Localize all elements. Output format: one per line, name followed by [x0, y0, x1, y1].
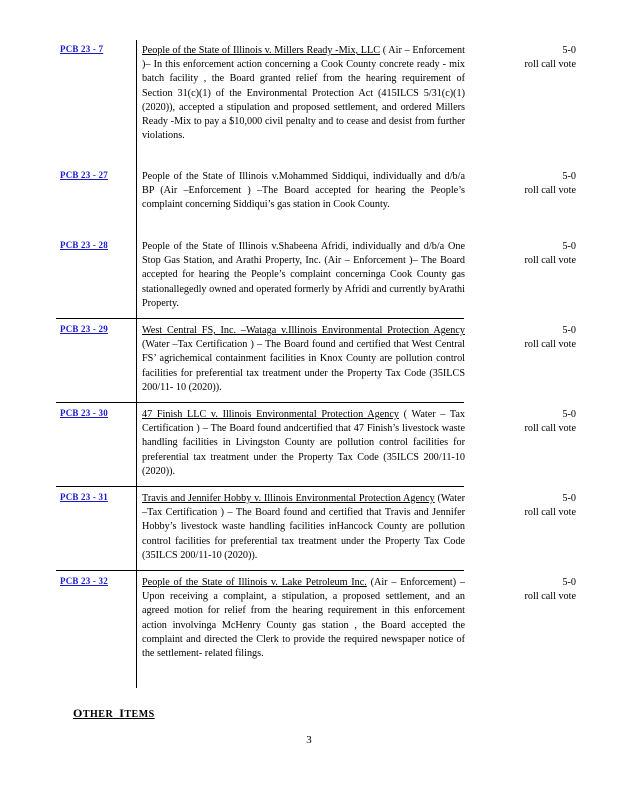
- case-number-link[interactable]: PCB 23 - 30: [60, 408, 108, 418]
- case-number-link[interactable]: PCB 23 - 28: [60, 240, 108, 250]
- vote-result: [488, 576, 576, 604]
- case-number-link[interactable]: PCB 23 - 31: [60, 492, 108, 502]
- entry-summary: [142, 576, 465, 661]
- entry-divider: [56, 570, 464, 571]
- case-number-link[interactable]: PCB 23 - 32: [60, 576, 108, 586]
- vote-result: [488, 324, 576, 352]
- vote-label: roll call vote: [524, 59, 576, 71]
- vote-count: 5-0: [562, 493, 576, 504]
- entry-summary: [142, 240, 465, 311]
- entry-summary: [142, 492, 465, 563]
- case-title: Travis and Jennifer Hobby v. Illinois Environmental Protection Agency: [142, 493, 435, 504]
- entry-summary: [142, 324, 465, 395]
- entry-text: (Air – Enforcement) – Upon receiving a complaint, a stipulation, a proposed settlement, and an agreed motion for relief from the hearing requirement in this enforcement action involvinga McHenry County gas station , the Board accepted the complaint and directed the Clerk to provide the required newspaper notice of the settlement- related filings.: [142, 577, 465, 660]
- vote-count: 5-0: [562, 325, 576, 336]
- vote-count: 5-0: [562, 171, 576, 182]
- entry-divider: [56, 402, 464, 403]
- vote-result: [488, 492, 576, 520]
- entry-summary: [142, 408, 465, 479]
- case-title: People of the State of Illinois v. Lake Petroleum Inc.: [142, 577, 367, 588]
- case-number-link[interactable]: PCB 23 - 29: [60, 324, 108, 334]
- entry-divider: [56, 486, 464, 487]
- case-title: People of the State of Illinois v. Millers Ready -Mix, LLC: [142, 45, 381, 56]
- column-divider: [136, 40, 137, 688]
- vote-label: roll call vote: [524, 339, 576, 351]
- case-title: 47 Finish LLC v. Illinois Environmental Protection Agency: [142, 409, 399, 420]
- vote-result: [488, 44, 576, 72]
- case-number-link[interactable]: PCB 23 - 7: [60, 44, 104, 54]
- entry-text: People of the State of Illinois v.Shabeena Afridi, individually and d/b/a One Stop Gas Station, and Arathi Property, Inc. (Air – Enforcement )– The Board accepted for hearing the People’s complaint concerninga Cook County gas stationallegedly owned and operated formerly by Afridi and currently byArathi Property.: [142, 241, 465, 309]
- vote-count: 5-0: [562, 577, 576, 588]
- case-title: West Central FS, Inc. –Wataga v.Illinois Environmental Protection Agency: [142, 325, 465, 336]
- entry-text: (Water –Tax Certification ) – The Board found and certified that West Central FS’ agrichemical containment facilities in Knox County are pollution control facilities for preferential tax treatment under the Property Tax Code (35ILCS 200/11- 10 (2020)).: [142, 339, 465, 393]
- entry-divider: [56, 318, 464, 319]
- vote-label: roll call vote: [524, 591, 576, 603]
- vote-count: 5-0: [562, 45, 576, 56]
- vote-result: [488, 170, 576, 198]
- vote-label: roll call vote: [524, 185, 576, 197]
- vote-count: 5-0: [562, 409, 576, 420]
- vote-label: roll call vote: [524, 255, 576, 267]
- entry-text: ( Water – Tax Certification ) – The Board found andcertified that 47 Finish’s livestock waste handling facilities in Livingston County are pollution control facilities for preferential tax treatment under the Property Tax Code (35ILCS 200/11-10 (2020)).: [142, 409, 465, 477]
- vote-label: roll call vote: [524, 423, 576, 435]
- vote-label: roll call vote: [524, 507, 576, 519]
- entry-text: (Water –Tax Certification ) – The Board found and certified that Travis and Jennifer Hobby’s livestock waste handling facilities inHancock County are pollution control facilities for preferential tax treatment under the Property Tax Code (35ILCS 200/11-10 (2020)).: [142, 493, 465, 561]
- section-heading-other-items: OTHER ITEMS: [73, 706, 155, 720]
- entry-summary: [142, 44, 465, 143]
- vote-result: [488, 240, 576, 268]
- entry-summary: [142, 170, 465, 213]
- case-number-link[interactable]: PCB 23 - 27: [60, 170, 108, 180]
- entry-text: ( Air – Enforcement )– In this enforcement action concerning a Cook County concrete ready - mix batch facility , the Board granted relief from the hearing requirement of Section 31(c)(1) of the Environmental Protection Act (415ILCS 5/31(c)(1) (2020)), accepted a stipulation and proposed settlement, and ordered Millers Ready -Mix to pay a $10,000 civil penalty and to cease and desist from further violations.: [142, 45, 465, 142]
- page-number: 3: [306, 734, 312, 746]
- vote-count: 5-0: [562, 241, 576, 252]
- vote-result: [488, 408, 576, 436]
- entry-text: People of the State of Illinois v.Mohammed Siddiqui, individually and d/b/a BP (Air –Enforcement ) –The Board accepted for hearing the People’s complaint concerning Siddiqui’s gas station in Cook County.: [142, 171, 465, 211]
